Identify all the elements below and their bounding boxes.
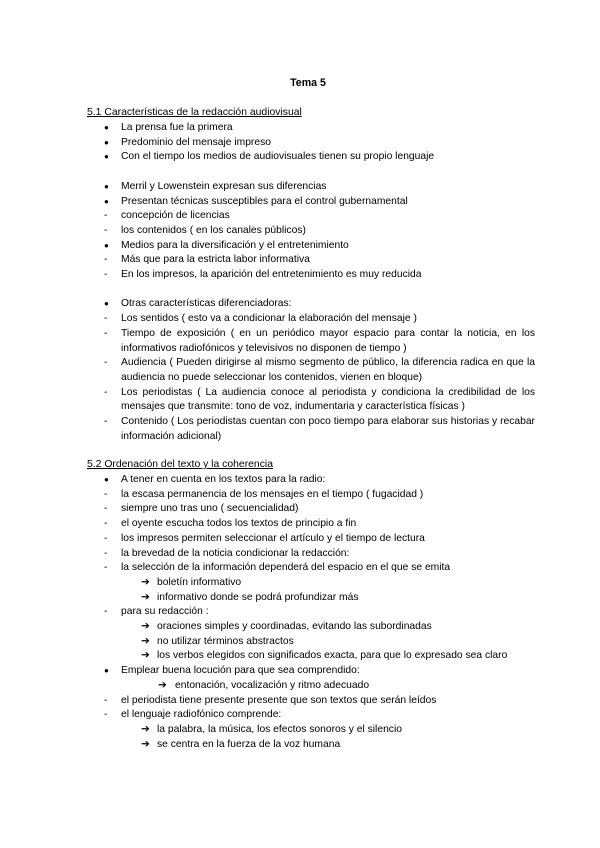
list-item-text: Con el tiempo los medios de audiovisuales tienen su propio lenguaje: [121, 151, 435, 163]
bullet-icon: ●: [104, 666, 109, 676]
list-item-text: Contenido ( Los periodistas cuentan con poco tiempo para elaborar sus historias y recabar información adicional): [121, 416, 535, 442]
list-item-text: los impresos permiten seleccionar el artículo y el tiempo de lectura: [121, 532, 425, 544]
dash-icon: -: [104, 694, 108, 706]
list-item: [87, 268, 535, 283]
list-item-text: Más que para la estricta labor informativa: [121, 254, 310, 266]
list-item-text: el lenguaje radiofónico comprende:: [121, 709, 282, 721]
list-item: [87, 591, 535, 606]
list-item: [87, 635, 535, 650]
list-item: [87, 576, 535, 591]
list-item-text: Medios para la diversificación y el entretenimiento: [121, 239, 349, 251]
list-item: [87, 620, 535, 635]
list-item: [87, 121, 535, 136]
list-item-text: concepción de licencias: [121, 210, 230, 222]
list-item: [87, 561, 535, 576]
list-item: [87, 664, 535, 679]
list-item: [87, 327, 535, 356]
list-item-text: siempre uno tras uno ( secuencialidad): [121, 503, 299, 515]
dash-icon: -: [104, 254, 108, 266]
list-item-text: la brevedad de la noticia condicionar la redacción:: [121, 547, 350, 559]
bullet-icon: ●: [104, 152, 109, 162]
bullet-icon: ●: [104, 475, 109, 484]
dash-icon: -: [104, 224, 108, 236]
list-item: [87, 415, 535, 444]
bullet-icon: ●: [104, 299, 109, 309]
list-item-text: Los sentidos ( esto va a condicionar la elaboración del mensaje ): [121, 313, 417, 325]
list-item: [87, 136, 535, 151]
bullet-icon: ●: [104, 240, 109, 250]
list-item: [87, 517, 535, 532]
dash-icon: -: [104, 562, 108, 574]
dash-icon: -: [104, 518, 108, 530]
list-item: [87, 150, 535, 165]
list-item-text: boletín informativo: [157, 576, 242, 588]
list-item: [87, 253, 535, 268]
list-item-text: la escasa permanencia de los mensajes en el tiempo ( fugacidad ): [121, 488, 424, 500]
blank-line: [87, 283, 535, 298]
list-item-text: Predominio del mensaje impreso: [121, 136, 271, 148]
dash-icon: -: [104, 357, 108, 369]
list-item: [87, 532, 535, 547]
list-item: [87, 547, 535, 562]
arrow-right-icon: ➔: [141, 576, 150, 588]
dash-icon: -: [104, 210, 108, 222]
dash-icon: -: [104, 532, 108, 544]
list-item: [87, 679, 535, 694]
list-item: [87, 488, 535, 503]
list-item: [87, 297, 535, 312]
arrow-right-icon: ➔: [158, 679, 167, 691]
list-item-text: los contenidos ( en los canales públicos): [121, 224, 306, 236]
arrow-right-icon: ➔: [141, 621, 150, 633]
bullet-icon: ●: [104, 123, 109, 132]
list-item: [87, 694, 535, 709]
list-item-text: Presentan técnicas susceptibles para el control gubernamental: [121, 195, 408, 207]
list-item: [87, 605, 535, 620]
list-item-text: entonación, vocalización y ritmo adecuado: [175, 679, 370, 691]
list-item: [87, 502, 535, 517]
list-item-text: el periodista tiene presente presente que son textos que serán leídos: [121, 694, 437, 706]
arrow-right-icon: ➔: [141, 591, 150, 603]
list-item-text: A tener en cuenta en los textos para la radio:: [121, 474, 326, 485]
list-item-text: no utilizar términos abstractos: [157, 635, 294, 647]
list-item-text: Otras características diferenciadoras:: [121, 298, 292, 310]
list-item: [87, 473, 535, 488]
list-item: [87, 708, 535, 723]
bullet-icon: ●: [104, 137, 109, 147]
dash-icon: -: [104, 416, 108, 428]
list-item: [87, 723, 535, 738]
list-item-text: se centra en la fuerza de la voz humana: [157, 738, 341, 750]
list-item-text: para su redacción :: [121, 606, 209, 618]
section-heading-5-2: 5.2 Ordenación del texto y la coherencia: [87, 459, 273, 470]
dash-icon: -: [104, 503, 108, 515]
list-item: [87, 195, 535, 210]
list-item-text: informativo donde se podrá profundizar más: [157, 591, 359, 603]
arrow-right-icon: ➔: [141, 723, 150, 735]
arrow-right-icon: ➔: [141, 738, 150, 750]
list-item-text: los verbos elegidos con significados exacta, para que lo expresado sea claro: [157, 650, 508, 662]
list-item: [87, 180, 535, 195]
list-item-text: En los impresos, la aparición del entretenimiento es muy reducida: [121, 269, 422, 281]
dash-icon: -: [104, 488, 108, 500]
dash-icon: -: [104, 709, 108, 721]
list-item: [87, 738, 535, 753]
dash-icon: -: [104, 547, 108, 559]
list-item: [87, 224, 535, 239]
arrow-right-icon: ➔: [141, 635, 150, 647]
list-item-text: Emplear buena locución para que sea comprendido:: [121, 665, 360, 677]
dash-icon: -: [104, 386, 108, 398]
section-heading-5-1: 5.1 Características de la redacción audiovisual: [87, 107, 302, 118]
list-item: [87, 312, 535, 327]
list-item: [87, 239, 535, 254]
list-item-text: la selección de la información dependerá del espacio en el que se emita: [121, 562, 451, 574]
arrow-right-icon: ➔: [141, 650, 150, 662]
list-item: [87, 649, 535, 664]
list-item-text: el oyente escucha todos los textos de principio a fin: [121, 518, 357, 530]
dash-icon: -: [104, 313, 108, 325]
section-list-5-1: [87, 121, 535, 444]
list-item-text: Tiempo de exposición ( en un periódico mayor espacio para contar la noticia, en los informativos radiofónicos y televisivos no disponen de tiempo ): [121, 327, 535, 354]
list-item-text: la palabra, la música, los efectos sonoros y el silencio: [157, 723, 402, 735]
blank-line: [87, 165, 535, 180]
bullet-icon: ●: [104, 181, 109, 191]
bullet-icon: ●: [104, 196, 109, 206]
list-item: [87, 356, 535, 385]
list-item-text: La prensa fue la primera: [121, 122, 233, 133]
list-item-text: Audiencia ( Pueden dirigirse al mismo segmento de público, la diferencia radica en que la audiencia no puede seleccionar los contenidos, vienen en bloque): [121, 357, 535, 383]
dash-icon: -: [104, 269, 108, 281]
list-item: [87, 386, 535, 415]
list-item-text: oraciones simples y coordinadas, evitando las subordinadas: [157, 621, 432, 633]
dash-icon: -: [104, 327, 108, 339]
section-list-5-2: [87, 473, 535, 752]
list-item: [87, 209, 535, 224]
list-item-text: Merril y Lowenstein expresan sus diferencias: [121, 180, 327, 192]
list-item-text: Los periodistas ( La audiencia conoce al periodista y condiciona la credibilidad de los mensajes que transmite: tono de voz, indumentaria y característica físicas ): [121, 386, 535, 413]
page-title: Tema 5: [290, 77, 326, 89]
dash-icon: -: [104, 606, 108, 618]
